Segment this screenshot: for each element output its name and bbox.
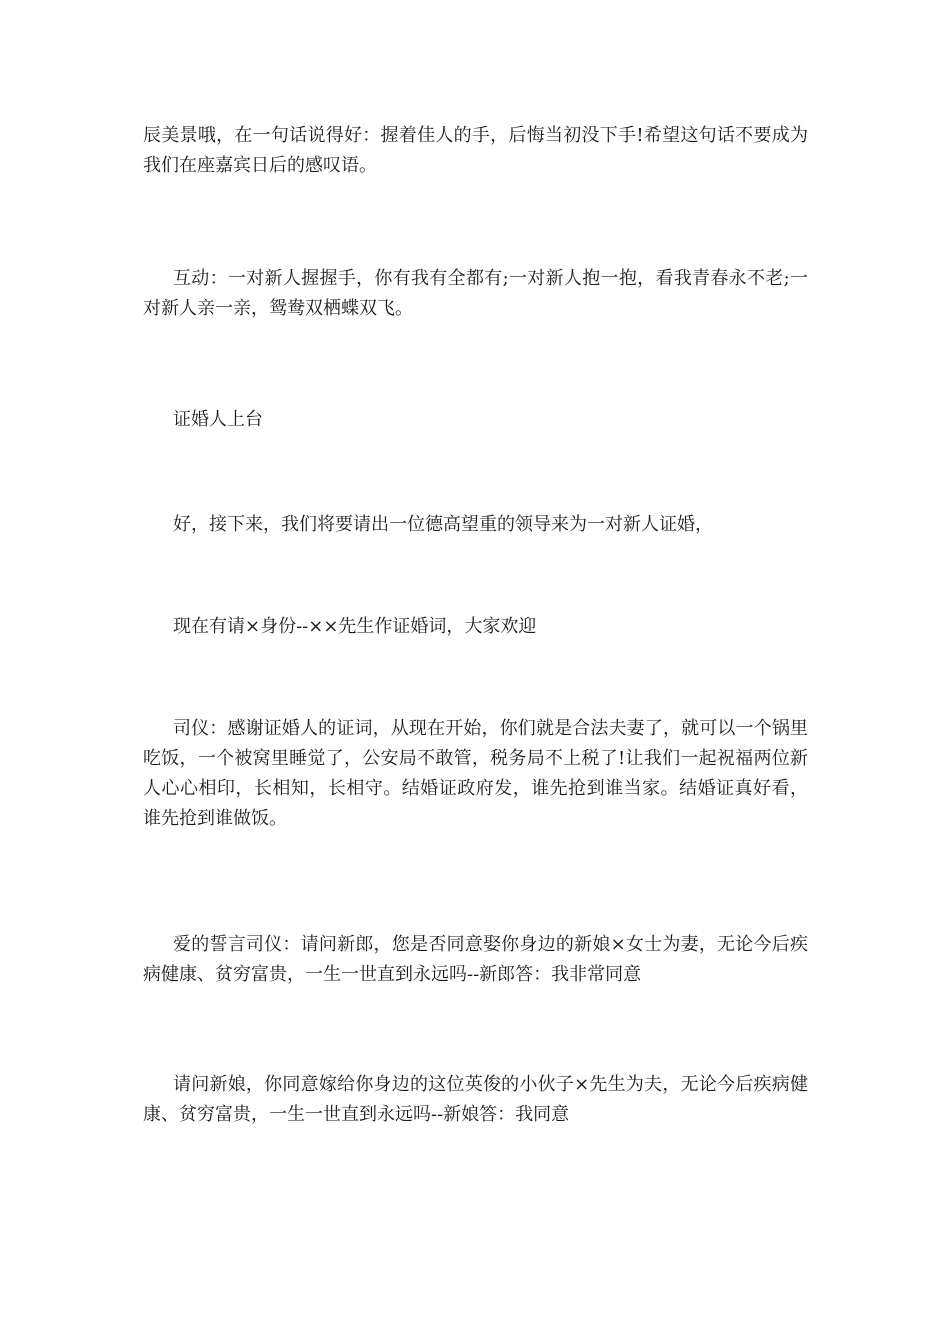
paragraph-continuation: 辰美景哦，在一句话说得好：握着佳人的手，后悔当初没下手!希望这句话不要成为我们在座嘉宾日后的感叹语。	[143, 125, 808, 176]
paragraph-groom-vow: 爱的誓言司仪：请问新郎，您是否同意娶你身边的新娘×女士为妻，无论今后疾病健康、贫穷富贵，一生一世直到永远吗--新郎答：我非常同意	[143, 934, 808, 985]
section-heading-witness: 证婚人上台	[173, 409, 263, 430]
paragraph-interaction: 互动：一对新人握握手，你有我有全都有;一对新人抱一抱，看我青春永不老;一对新人亲一亲，鸳鸯双栖蝶双飞。	[143, 268, 808, 319]
paragraph-bride-vow: 请问新娘，你同意嫁给你身边的这位英俊的小伙子×先生为夫，无论今后疾病健康、贫穷富贵，一生一世直到永远吗--新娘答：我同意	[143, 1074, 808, 1125]
paragraph-witness-intro: 好，接下来，我们将要请出一位德高望重的领导来为一对新人证婚，	[173, 514, 713, 535]
paragraph-witness-invite: 现在有请×身份--××先生作证婚词，大家欢迎	[173, 616, 537, 637]
paragraph-host-thanks: 司仪：感谢证婚人的证词，从现在开始，你们就是合法夫妻了，就可以一个锅里吃饭，一个被窝里睡觉了，公安局不敢管，税务局不上税了!让我们一起祝福两位新人心心相印，长相知，长相守。结婚证政府发，谁先抢到谁当家。结婚证真好看，谁先抢到谁做饭。	[143, 718, 808, 829]
